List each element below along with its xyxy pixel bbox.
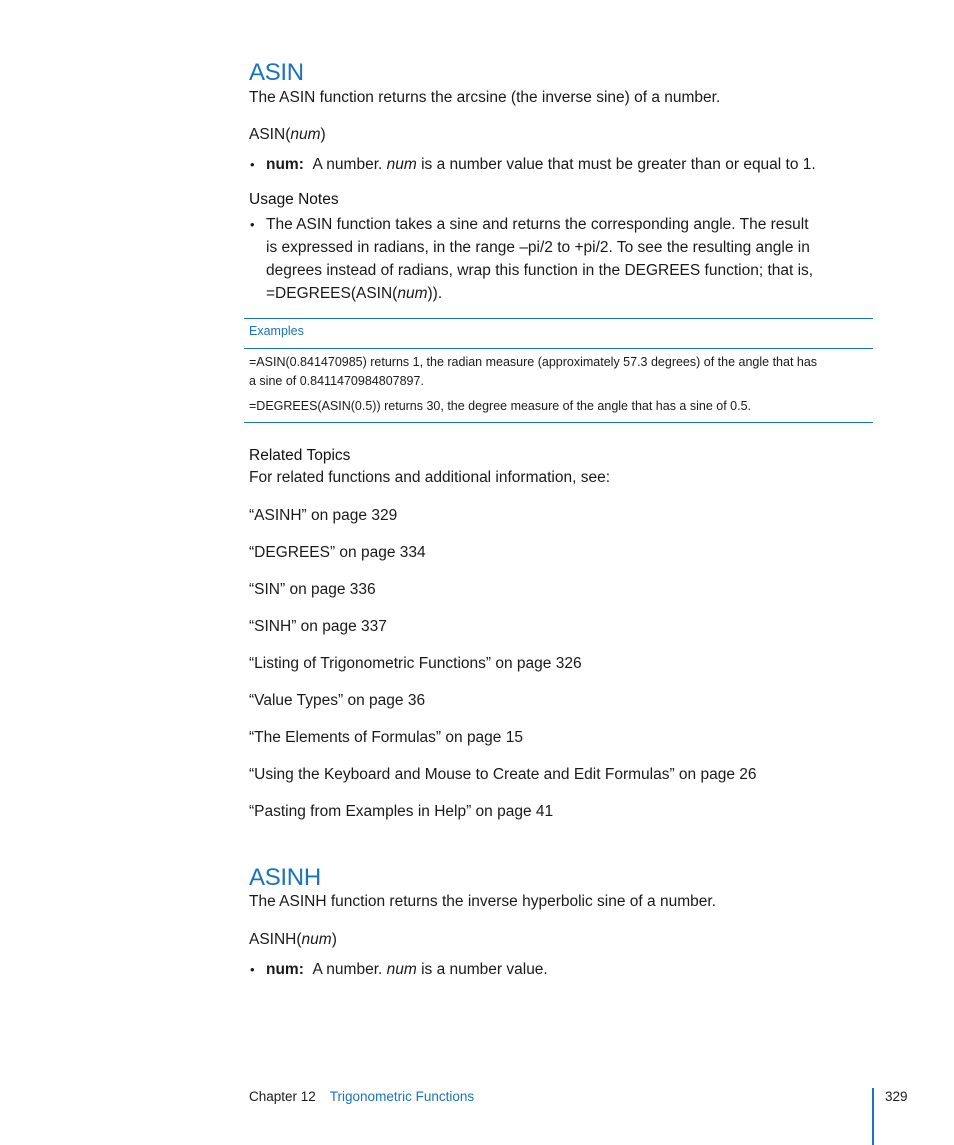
usage-line-2: is expressed in radians, in the range –pi/2 to +pi/2. To see the resulting angle in [266, 239, 810, 256]
asinh-description: The ASINH function returns the inverse hyperbolic sine of a number. [249, 893, 716, 910]
bullet-icon: • [250, 217, 255, 232]
footer-divider [872, 1088, 874, 1145]
asin-title: ASIN [249, 59, 304, 86]
related-link[interactable]: “SINH” on page 337 [249, 618, 387, 635]
chapter-number: Chapter 12 [249, 1089, 316, 1104]
bullet-icon: • [250, 157, 255, 172]
related-topics-intro: For related functions and additional information, see: [249, 469, 611, 486]
argument-label: num: [266, 961, 304, 978]
argument-text-1: A number. [312, 156, 387, 173]
asin-description: The ASIN function returns the arcsine (the inverse sine) of a number. [249, 89, 721, 106]
asinh-argument [266, 961, 548, 979]
example-1-line-1: =ASIN(0.841470985) returns 1, the radian measure (approximately 57.3 degrees) of the angle that has [249, 355, 818, 369]
usage-line-3: degrees instead of radians, wrap this function in the DEGREES function; that is, [266, 262, 814, 279]
usage-notes-heading: Usage Notes [249, 191, 339, 208]
syntax-close-paren: ) [331, 931, 337, 948]
related-link[interactable]: “Listing of Trigonometric Functions” on page 326 [249, 655, 582, 672]
examples-top-rule [244, 318, 873, 319]
related-link[interactable]: “The Elements of Formulas” on page 15 [249, 729, 523, 746]
related-link[interactable]: “ASINH” on page 329 [249, 507, 398, 524]
related-link[interactable]: “SIN” on page 336 [249, 581, 376, 598]
syntax-function-name: ASIN [249, 126, 286, 143]
asin-argument [266, 156, 816, 174]
syntax-argument: num [290, 126, 321, 143]
asinh-syntax [249, 931, 337, 949]
related-link[interactable]: “DEGREES” on page 334 [249, 544, 426, 561]
usage-line-4 [266, 285, 442, 303]
footer-chapter [249, 1089, 474, 1104]
syntax-open-paren: ( [296, 931, 302, 948]
argument-text-1: A number. [312, 961, 387, 978]
argument-text-em: num [386, 961, 417, 978]
usage-line-1: The ASIN function takes a sine and returns the corresponding angle. The result [266, 216, 809, 233]
syntax-close-paren: ) [320, 126, 326, 143]
syntax-function-name: ASINH [249, 931, 297, 948]
argument-text-em: num [386, 156, 417, 173]
asinh-title: ASINH [249, 864, 321, 891]
examples-bottom-rule [244, 422, 873, 423]
example-1-line-2: a sine of 0.8411470984807897. [249, 374, 424, 388]
argument-text-2: is a number value that must be greater than or equal to 1. [416, 156, 816, 173]
examples-heading: Examples [249, 324, 304, 338]
syntax-argument: num [301, 931, 332, 948]
example-2: =DEGREES(ASIN(0.5)) returns 30, the degree measure of the angle that has a sine of 0.5. [249, 399, 752, 413]
argument-text-2: is a number value. [416, 961, 548, 978]
usage-line-4-b: )). [427, 285, 443, 302]
chapter-title[interactable]: Trigonometric Functions [329, 1089, 475, 1104]
related-link[interactable]: “Using the Keyboard and Mouse to Create and Edit Formulas” on page 26 [249, 766, 757, 783]
usage-line-4-a: =DEGREES(ASIN( [266, 285, 398, 302]
argument-label: num: [266, 156, 304, 173]
related-topics-heading: Related Topics [249, 447, 351, 464]
page-number: 329 [885, 1089, 908, 1104]
examples-header-rule [244, 348, 873, 349]
usage-line-4-em: num [397, 285, 428, 302]
related-link[interactable]: “Pasting from Examples in Help” on page 41 [249, 803, 554, 820]
related-link[interactable]: “Value Types” on page 36 [249, 692, 426, 709]
bullet-icon: • [250, 962, 255, 977]
syntax-open-paren: ( [285, 126, 291, 143]
asin-syntax [249, 126, 326, 144]
